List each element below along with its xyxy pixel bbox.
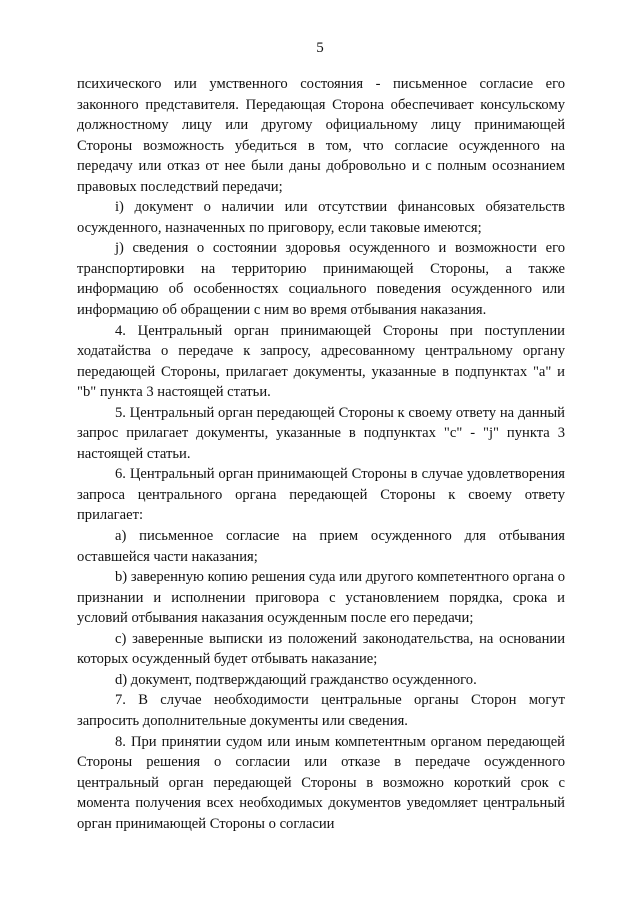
paragraph-6-item-b: b) заверенную копию решения суда или другого компетентного органа о признании и исполнении приговора с установлением порядка, срока и условий отбывания наказания осужденным после его передачи; (77, 569, 565, 627)
document-body (77, 74, 565, 834)
paragraph-continuation: психического или умственного состояния - письменное согласие его законного представителя. Передающая Сторона обеспечивает консульскому должностному лицу или другому официальному лицу принимающей Стороны возможность убедиться в том, что согласие осужденного на передачу или отказ от нее были даны добровольно и с полным осознанием правовых последствий передачи; (77, 76, 565, 195)
paragraph-6-item-c: c) заверенные выписки из положений законодательства, на основании которых осужденный будет отбывать наказание; (77, 630, 565, 668)
paragraph-item-i: i) документ о наличии или отсутствии финансовых обязательств осужденного, назначенных по приговору, если таковые имеются; (77, 199, 565, 236)
page-number: 5 (316, 40, 324, 56)
paragraph-7: 7. В случае необходимости центральные органы Сторон могут запросить дополнительные документы или сведения. (77, 692, 565, 729)
paragraph-4: 4. Центральный орган принимающей Стороны при поступлении ходатайства о передаче к запросу, адресованному центральному органу передающей Стороны, прилагает документы, указанные в подпунктах "a" и "b" пункта 3 настоящей статьи. (77, 322, 565, 401)
paragraph-8: 8. При принятии судом или иным компетентным органом передающей Стороны решения о согласии или отказе в передаче осужденного центральный орган передающей Стороны в возможно короткий срок с момента получения всех необходимых документов уведомляет центральный орган принимающей Стороны о согласии (77, 733, 565, 832)
paragraph-6: 6. Центральный орган принимающей Стороны в случае удовлетворения запроса центрального органа передающей Стороны к своему ответу прилагает: (77, 466, 565, 524)
paragraph-5: 5. Центральный орган передающей Стороны к своему ответу на данный запрос прилагает документы, указанные в подпунктах "c" - "j" пункта 3 настоящей статьи. (77, 404, 565, 462)
paragraph-item-j: j) сведения о состоянии здоровья осужденного и возможности его транспортировки на территорию принимающей Стороны, а также информацию об особенностях социального поведения осужденного или информацию об обращении с ним во время отбывания наказания. (77, 240, 565, 319)
paragraph-6-item-d: d) документ, подтверждающий гражданство осужденного. (115, 671, 477, 688)
paragraph-6-item-a: a) письменное согласие на прием осужденного для отбывания оставшейся части наказания; (77, 528, 565, 565)
